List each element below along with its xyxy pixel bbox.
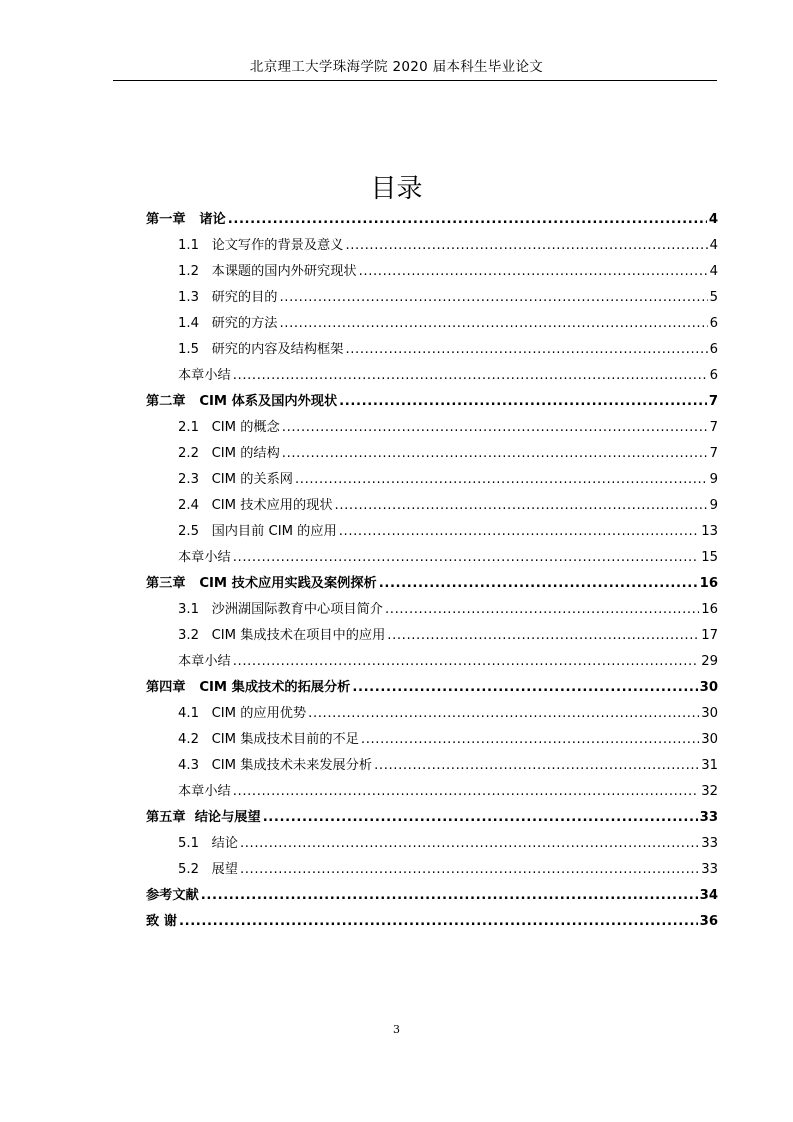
- toc-entry-separator: [199, 601, 212, 618]
- toc-entry-label: 本章小结: [178, 654, 231, 669]
- toc-entry-page: 30: [699, 680, 718, 695]
- toc-entry-page: 33: [701, 862, 718, 877]
- toc-entry-label: 本课题的国内外研究现状: [211, 264, 357, 279]
- toc-entry-page: 4: [708, 212, 718, 227]
- toc-entry-label: 研究的目的: [211, 290, 278, 305]
- toc-entry-section[interactable]: [146, 696, 718, 722]
- toc-entry-number: 1.1: [178, 238, 199, 253]
- toc-dot-leader: [233, 367, 708, 384]
- toc-entry-label: CIM 体系及国内外现状: [199, 394, 338, 409]
- toc-entry-number: 3.2: [178, 628, 199, 643]
- toc-entry-number: 5.2: [178, 862, 199, 877]
- toc-entry-label: CIM 集成技术在项目中的应用: [211, 628, 386, 643]
- toc-dot-leader: [282, 445, 708, 462]
- toc-entry-section[interactable]: [146, 410, 718, 436]
- toc-entry-separator: [186, 809, 195, 826]
- toc-dot-leader: [308, 705, 699, 722]
- toc-entry-page: 4: [709, 238, 718, 253]
- toc-entry-section[interactable]: [146, 488, 718, 514]
- toc-dot-leader: [361, 731, 699, 748]
- toc-entry-section[interactable]: [146, 826, 718, 852]
- toc-entry-section[interactable]: [146, 618, 718, 644]
- toc-dot-leader: [352, 679, 697, 696]
- toc-entry-page: 9: [709, 498, 718, 513]
- toc-entry-separator: [199, 705, 212, 722]
- toc-entry-separator: [199, 523, 212, 540]
- toc-entry-page: 9: [709, 472, 718, 487]
- toc-dot-leader: [280, 289, 708, 306]
- toc-entry-page: 7: [709, 446, 718, 461]
- toc-entry-label: 论文写作的背景及意义: [211, 238, 344, 253]
- toc-entry-page: 15: [701, 550, 718, 565]
- toc-entry-number: 第四章: [146, 680, 186, 695]
- header-rule: [113, 80, 717, 81]
- toc-entry-section[interactable]: [146, 332, 718, 358]
- toc-entry-page: 7: [708, 394, 718, 409]
- toc-entry-page: 33: [699, 810, 718, 825]
- toc-title: 目录: [370, 174, 423, 204]
- toc-dot-leader: [387, 627, 699, 644]
- toc-dot-leader: [339, 523, 699, 540]
- toc-dot-leader: [233, 549, 699, 566]
- toc-entry-section[interactable]: [146, 436, 718, 462]
- toc-entry-number: 第五章: [146, 810, 186, 825]
- toc-entry-section[interactable]: [146, 306, 718, 332]
- toc-entry-label: CIM 的概念: [211, 420, 280, 435]
- toc-dot-leader: [280, 315, 708, 332]
- toc-entry-page: 6: [709, 316, 718, 331]
- toc-entry-section[interactable]: [146, 254, 718, 280]
- toc-entry-separator: [199, 731, 212, 748]
- toc-entry-separator: [186, 393, 200, 410]
- toc-entry-separator: [199, 289, 212, 306]
- running-header: 北京理工大学珠海学院 2020 届本科生毕业论文: [249, 59, 544, 75]
- toc-entry-separator: [199, 263, 212, 280]
- toc-entry-separator: [199, 315, 212, 332]
- toc-dot-leader: [339, 393, 707, 410]
- toc-entry-section[interactable]: [146, 722, 718, 748]
- toc-dot-leader: [282, 419, 708, 436]
- toc-dot-leader: [233, 653, 699, 670]
- toc-entry-number: 2.4: [178, 498, 199, 513]
- toc-entry-section[interactable]: [146, 852, 718, 878]
- toc-entry-summary[interactable]: [146, 540, 718, 566]
- toc-entry-section[interactable]: [146, 748, 718, 774]
- toc-entry-chapter[interactable]: [146, 800, 718, 826]
- toc-entry-number: 4.1: [178, 706, 199, 721]
- toc-entry-number: 第二章: [146, 394, 186, 409]
- toc-entry-number: 1.2: [178, 264, 199, 279]
- toc-dot-leader: [201, 887, 698, 904]
- toc-entry-chapter[interactable]: [146, 384, 718, 410]
- toc-dot-leader: [359, 263, 708, 280]
- toc-entry-separator: [199, 757, 212, 774]
- toc-entry-number: 4.2: [178, 732, 199, 747]
- toc-entry-label: CIM 的关系网: [211, 472, 293, 487]
- toc-dot-leader: [228, 211, 707, 228]
- toc-entry-label: 研究的内容及结构框架: [211, 342, 344, 357]
- toc-entry-separator: [199, 835, 212, 852]
- toc-entry-number: 1.3: [178, 290, 199, 305]
- toc-entry-label: 致 谢: [146, 914, 177, 929]
- toc-dot-leader: [179, 913, 698, 930]
- toc-dot-leader: [345, 237, 707, 254]
- page-number: 3: [393, 1023, 400, 1036]
- toc-entry-page: 32: [701, 784, 718, 799]
- toc-dot-leader: [295, 471, 708, 488]
- toc-entry-page: 33: [701, 836, 718, 851]
- toc-dot-leader: [233, 783, 699, 800]
- toc-entry-number: 第一章: [146, 212, 186, 227]
- toc-dot-leader: [345, 341, 707, 358]
- toc-entry-label: CIM 集成技术目前的不足: [211, 732, 359, 747]
- toc-entry-separator: [199, 419, 212, 436]
- toc-entry-page: 6: [709, 342, 718, 357]
- toc-dot-leader: [335, 497, 708, 514]
- toc-entry-label: 本章小结: [178, 784, 231, 799]
- toc-entry-summary[interactable]: [146, 358, 718, 384]
- toc-dot-leader: [240, 861, 699, 878]
- toc-entry-number: 1.5: [178, 342, 199, 357]
- toc-entry-section[interactable]: [146, 592, 718, 618]
- toc-entry-section[interactable]: [146, 462, 718, 488]
- toc-entry-page: 36: [699, 914, 718, 929]
- toc-entry-summary[interactable]: [146, 774, 718, 800]
- toc-entry-number: 3.1: [178, 602, 199, 617]
- toc-entry-separator: [199, 497, 212, 514]
- toc-entry-page: 6: [709, 368, 718, 383]
- toc-dot-leader: [240, 835, 699, 852]
- toc-entry-label: 研究的方法: [211, 316, 278, 331]
- toc-entry-section[interactable]: [146, 280, 718, 306]
- toc-entry-page: 31: [701, 758, 718, 773]
- toc-entry-label: 本章小结: [178, 550, 231, 565]
- table-of-contents: [146, 202, 718, 930]
- toc-entry-number: 2.1: [178, 420, 199, 435]
- toc-entry-summary[interactable]: [146, 644, 718, 670]
- toc-entry-label: CIM 集成技术的拓展分析: [199, 680, 351, 695]
- toc-entry-page: 5: [709, 290, 718, 305]
- toc-entry-label: 沙洲湖国际教育中心项目简介: [211, 602, 383, 617]
- toc-entry-page: 34: [699, 888, 718, 903]
- toc-entry-separator: [199, 471, 212, 488]
- toc-entry-page: 13: [701, 524, 718, 539]
- toc-entry-number: 4.3: [178, 758, 199, 773]
- toc-entry-page: 17: [701, 628, 718, 643]
- toc-entry-page: 30: [701, 732, 718, 747]
- toc-entry-separator: [199, 237, 212, 254]
- toc-entry-separator: [186, 211, 200, 228]
- toc-entry-separator: [199, 861, 212, 878]
- toc-dot-leader: [263, 809, 698, 826]
- toc-entry-chapter[interactable]: [146, 566, 718, 592]
- toc-entry-chapter[interactable]: [146, 904, 718, 930]
- toc-dot-leader: [374, 757, 699, 774]
- toc-entry-number: 2.2: [178, 446, 199, 461]
- toc-entry-label: 参考文献: [146, 888, 199, 903]
- toc-entry-chapter[interactable]: [146, 202, 718, 228]
- toc-entry-label: 结论: [211, 836, 238, 851]
- toc-entry-chapter[interactable]: [146, 878, 718, 904]
- toc-entry-section[interactable]: [146, 228, 718, 254]
- toc-entry-number: 2.3: [178, 472, 199, 487]
- toc-entry-number: 5.1: [178, 836, 199, 851]
- toc-entry-number: 1.4: [178, 316, 199, 331]
- toc-entry-separator: [186, 575, 200, 592]
- toc-entry-label: CIM 技术应用实践及案例探析: [199, 576, 377, 591]
- toc-entry-number: 第三章: [146, 576, 186, 591]
- toc-entry-page: 16: [699, 576, 718, 591]
- toc-entry-label: 结论与展望: [194, 810, 261, 825]
- toc-entry-page: 4: [709, 264, 718, 279]
- toc-entry-chapter[interactable]: [146, 670, 718, 696]
- toc-dot-leader: [379, 575, 698, 592]
- toc-entry-label: 诸论: [199, 212, 226, 227]
- toc-entry-label: 展望: [211, 862, 238, 877]
- toc-entry-label: 本章小结: [178, 368, 231, 383]
- toc-dot-leader: [385, 601, 699, 618]
- toc-entry-page: 16: [701, 602, 718, 617]
- toc-entry-separator: [199, 341, 212, 358]
- toc-entry-label: CIM 集成技术未来发展分析: [211, 758, 373, 773]
- toc-entry-page: 7: [709, 420, 718, 435]
- toc-entry-page: 29: [701, 654, 718, 669]
- toc-entry-separator: [199, 627, 212, 644]
- toc-entry-label: 国内目前 CIM 的应用: [211, 524, 337, 539]
- toc-entry-page: 30: [701, 706, 718, 721]
- toc-entry-separator: [199, 445, 212, 462]
- toc-entry-separator: [186, 679, 200, 696]
- toc-entry-label: CIM 的应用优势: [211, 706, 307, 721]
- toc-entry-number: 2.5: [178, 524, 199, 539]
- toc-entry-section[interactable]: [146, 514, 718, 540]
- toc-entry-label: CIM 技术应用的现状: [211, 498, 333, 513]
- toc-entry-label: CIM 的结构: [211, 446, 280, 461]
